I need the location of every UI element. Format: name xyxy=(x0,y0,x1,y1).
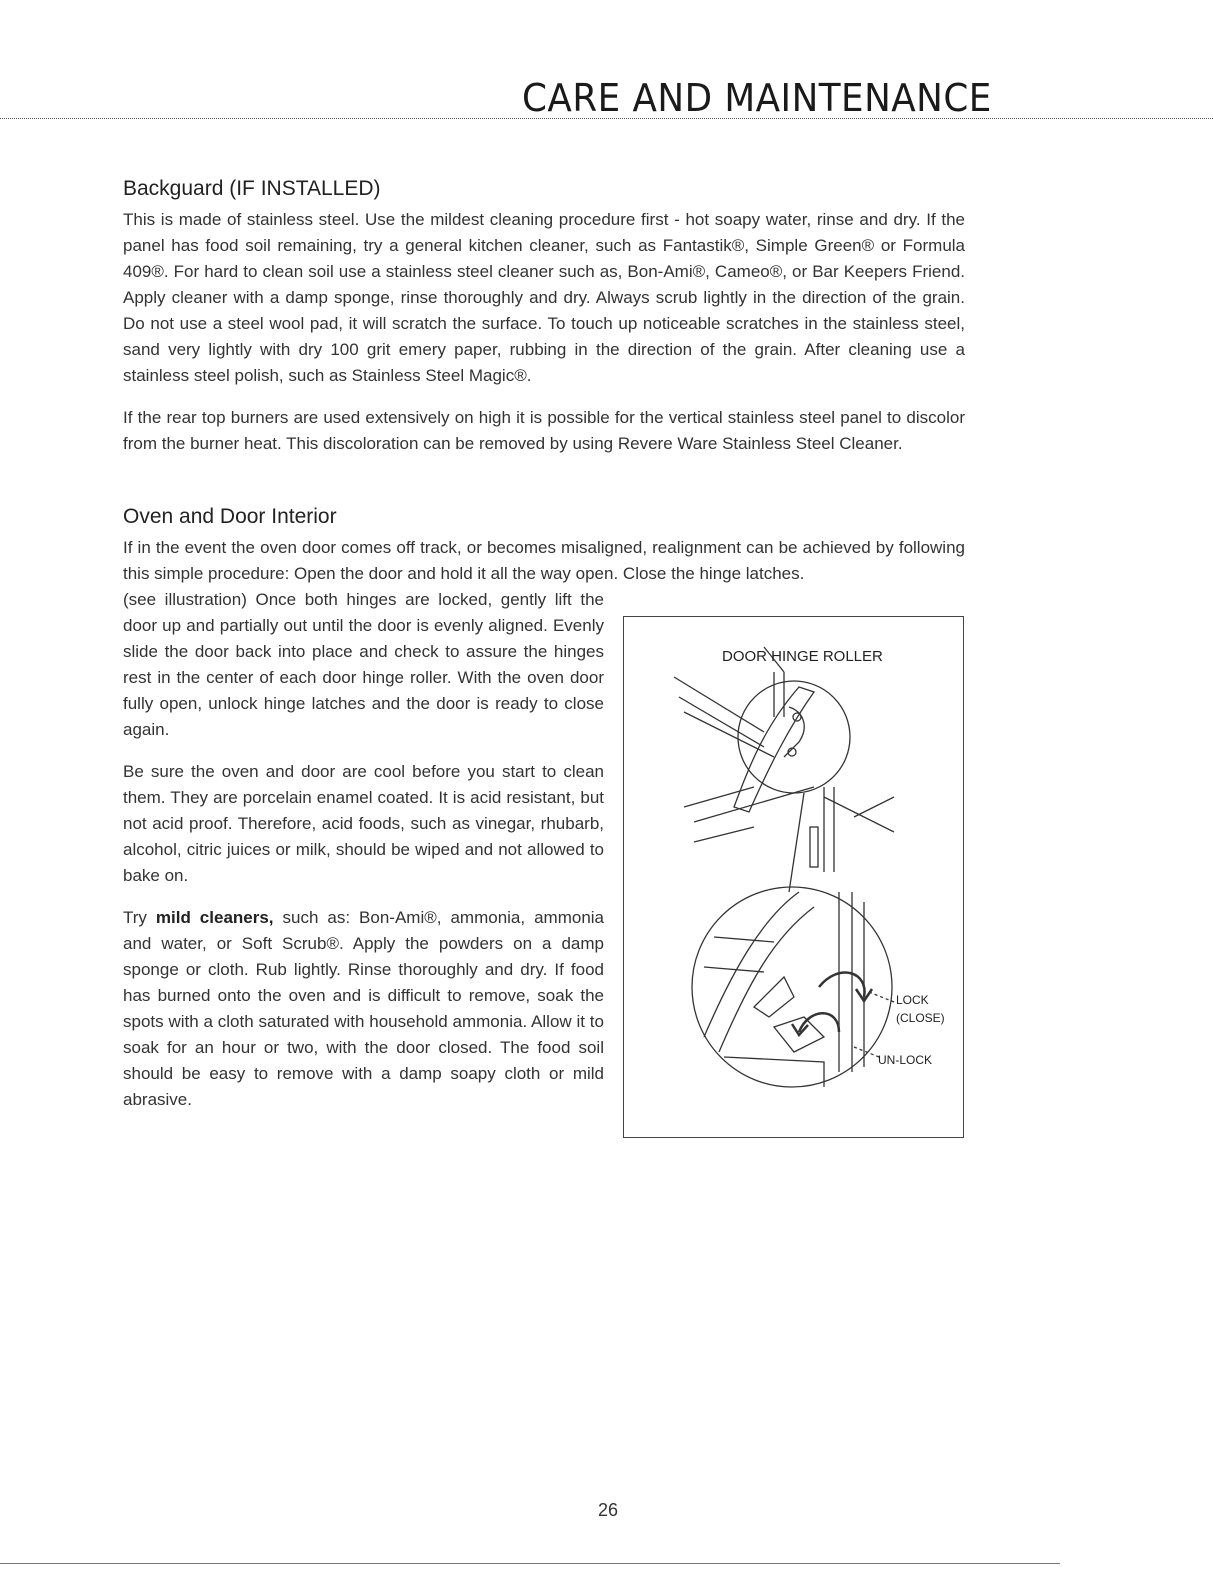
door-hinge-roller-label: DOOR HINGE ROLLER xyxy=(722,648,883,665)
oven-frame-line xyxy=(694,827,754,842)
door-hinge-illustration xyxy=(623,616,964,1138)
oven-intro-continued: (see illustration) Once both hinges are locked, gently lift the door up and partially out until the door is evenly aligned. Evenly slide the door back into place and check to assure the hinges rest in the center of each door hinge roller. With the oven door fully open, unlock hinge latches and the door is ready to close again. xyxy=(123,590,604,739)
unlock-label: UN-LOCK xyxy=(878,1053,933,1067)
lock-label: LOCK xyxy=(896,993,929,1007)
detail-circle-bottom xyxy=(692,887,892,1087)
mild-cleaners-paragraph xyxy=(123,905,604,1113)
frame-edge xyxy=(714,937,774,942)
page-number: 26 xyxy=(597,1500,619,1520)
door-slot xyxy=(810,827,818,867)
oven-frame-line xyxy=(684,787,754,807)
oven-intro: If in the event the oven door comes off track, or becomes misaligned, realignment can be achieved by following this simple procedure: Open the door and hold it all the way open. Close the hinge latches. xyxy=(123,538,965,583)
oven-heading: Oven and Door Interior xyxy=(123,505,337,528)
oven-frame-line xyxy=(674,677,764,732)
oven-frame-line xyxy=(679,697,764,747)
backguard-heading: Backguard (IF INSTALLED) xyxy=(123,177,381,200)
detail-circle-top xyxy=(738,681,850,793)
mild-rest: such as: Bon-Ami®, ammonia, ammonia and water, or Soft Scrub®. Apply the powders on a damp sponge or cloth. Rub lightly. Rinse thoroughly and dry. If food has burned onto the oven and is difficult to remove, soak the spots with a cloth saturated with household ammonia. Allow it to soak for an hour or two, with the door closed. The food soil should be easy to remove with a damp soapy cloth or mild abrasive. xyxy=(123,908,605,1109)
leader-line xyxy=(789,793,804,892)
unlock-leader xyxy=(854,1047,879,1057)
lock-leader xyxy=(869,992,894,1002)
mild-cleaners-bold: mild cleaners, xyxy=(155,908,274,927)
backguard-paragraph-2: If the rear top burners are used extensively on high it is possible for the vertical stainless steel panel to discolor from the burner heat. This discoloration can be removed by using Revere Ware Stainless Steel Cleaner. xyxy=(123,408,965,453)
close-label: (CLOSE) xyxy=(896,1011,945,1025)
porcelain-paragraph: Be sure the oven and door are cool before you start to clean them. They are porcelain enamel coated. It is acid resistant, but not acid proof. Therefore, acid foods, such as vinegar, rhubarb, alcohol, citric juices or milk, should be wiped and not allowed to bake on. xyxy=(123,762,604,885)
backguard-paragraph-1: This is made of stainless steel. Use the mildest cleaning procedure first - hot soapy water, rinse and dry. If the panel has food soil remaining, try a general kitchen cleaner, such as Fantastik®, Simple Green® or Formula 409®. For hard to clean soil use a stainless steel cleaner such as, Bon-Ami®, Cameo®, or Bar Keepers Friend. Apply cleaner with a damp sponge, rinse thoroughly and dry. Always scrub lightly in the direction of the grain. Do not use a steel wool pad, it will scratch the surface. To touch up noticeable scratches in the stainless steel, sand very lightly with dry 100 grit emery paper, rubbing in the direction of the grain. After cleaning use a stainless steel polish, such as Stainless Steel Magic®. xyxy=(123,210,965,385)
hinge-arm-enlarged xyxy=(704,892,799,1037)
mild-prefix: Try xyxy=(123,908,156,927)
oven-frame-line xyxy=(684,712,774,757)
oven-frame-line xyxy=(854,797,894,817)
footer-rule xyxy=(0,1563,1060,1564)
oven-frame-line xyxy=(694,787,814,822)
page-title: CARE AND MAINTENANCE xyxy=(522,76,992,120)
hinge-latch xyxy=(754,977,794,1017)
frame-edge xyxy=(704,967,764,972)
